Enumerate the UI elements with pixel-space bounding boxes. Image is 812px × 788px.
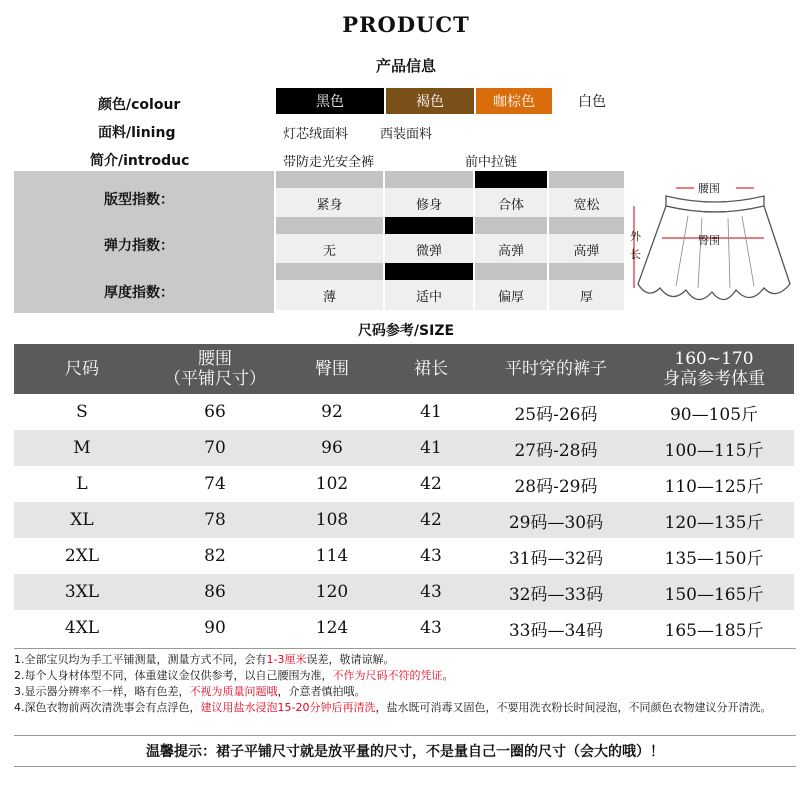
index-bar — [276, 171, 383, 188]
outer-label: 外 — [630, 230, 641, 243]
size-cell: 90 — [204, 618, 226, 638]
size-header-cell — [150, 344, 280, 394]
thickness-index-label: 厚度指数： — [104, 285, 174, 301]
index-option — [276, 171, 383, 218]
size-cell: 86 — [150, 574, 280, 610]
size-cell: 33码—34码 — [508, 620, 604, 641]
size-cell: 100—115斤 — [634, 430, 794, 466]
index-option-label: 合体 — [475, 188, 547, 218]
index-option — [385, 171, 473, 218]
size-cell: XL — [14, 502, 150, 538]
index-option-label: 修身 — [385, 188, 473, 218]
size-cell: 3XL — [14, 574, 150, 610]
size-header-cell — [634, 344, 794, 394]
index-option — [475, 171, 547, 218]
index-option-label: 高弹 — [549, 234, 624, 264]
table-row — [14, 574, 794, 610]
index-selected-bar — [475, 171, 547, 188]
index-bar — [385, 171, 473, 188]
size-cell: 43 — [384, 574, 478, 610]
size-cell: 78 — [150, 502, 280, 538]
index-bar — [475, 217, 547, 234]
index-option — [549, 171, 624, 218]
size-header-line2: 身高参考体重 — [663, 369, 765, 389]
colour-label: 颜色/colour — [98, 97, 181, 113]
index-option — [385, 217, 473, 264]
index-option-label: 微弹 — [385, 234, 473, 264]
size-cell: 29码—30码 — [478, 502, 634, 538]
index-bar — [549, 171, 624, 188]
size-cell: 135—150斤 — [664, 548, 764, 569]
size-cell: 41 — [384, 430, 478, 466]
index-row — [276, 263, 624, 310]
note-3: 3.显示器分辨率不一样，略有色差，不视为质量问题哦，介意者慎拍哦。 — [14, 685, 366, 698]
lining-label: 面料/lining — [98, 125, 176, 141]
lining-value-1: 灯芯绒面料 — [283, 127, 349, 142]
size-header-cell — [478, 344, 634, 394]
note-4: 4.深色衣物前两次清洗事会有点浮色，建议用盐水浸泡15-20分钟后再清洗，盐水既可消毒又固色，不要用洗衣粉长时间浸泡，不同颜色衣物建议分开清洗。 — [14, 701, 772, 714]
index-option-label: 宽松 — [549, 188, 624, 218]
page-title: PRODUCT — [342, 12, 470, 37]
index-option-label: 适中 — [385, 280, 473, 310]
table-row — [14, 430, 794, 466]
colour-swatch-brown: 褐色 — [386, 88, 474, 114]
note-2: 2.每个人身材体型不同，体重建议金仅供参考，以自己腰围为准，不作为尺码不符的凭证。 — [14, 669, 454, 682]
size-cell: 74 — [204, 474, 226, 494]
table-row — [14, 394, 794, 430]
index-option — [549, 217, 624, 264]
index-option — [475, 263, 547, 310]
skirt-diagram — [626, 176, 802, 314]
stretch-index-label: 弹力指数： — [104, 238, 174, 254]
size-cell: 4XL — [64, 618, 100, 638]
size-cell: L — [76, 474, 88, 494]
size-cell: 102 — [315, 474, 349, 494]
intro-value-1: 带防走光安全裤 — [283, 155, 375, 170]
notes — [14, 648, 796, 716]
size-cell: 150—165斤 — [634, 574, 794, 610]
table-row — [14, 610, 794, 646]
size-header-line1: 臀围 — [315, 359, 349, 379]
size-cell: 82 — [204, 546, 226, 566]
size-cell: 110—125斤 — [664, 476, 764, 497]
size-header-cell — [384, 344, 478, 394]
index-bar — [475, 263, 547, 280]
size-cell: 120—135斤 — [634, 502, 794, 538]
table-row — [14, 538, 794, 574]
table-row — [14, 466, 794, 502]
index-option-label: 高弹 — [475, 234, 547, 264]
hip-label: 臀围 — [698, 234, 720, 247]
size-header-line1: 裙长 — [414, 359, 448, 379]
index-option-label: 偏厚 — [475, 280, 547, 310]
warm-tip: 温馨提示：裙子平铺尺寸就是放平量的尺寸，不是量自己一圈的尺寸（会大的哦）！ — [14, 735, 796, 767]
index-option — [276, 217, 383, 264]
waist-label: 腰围 — [698, 182, 720, 195]
size-cell: 66 — [204, 402, 226, 422]
index-row — [276, 217, 624, 264]
size-header-line1: 平时穿的裤子 — [505, 359, 607, 379]
size-cell: 32码—33码 — [478, 574, 634, 610]
size-cell: 27码-28码 — [478, 430, 634, 466]
index-bar — [549, 263, 624, 280]
size-header-line1: 160~170 — [674, 349, 754, 369]
index-option — [549, 263, 624, 310]
size-cell: 108 — [280, 502, 384, 538]
size-cell: 43 — [420, 618, 442, 638]
size-header-cell — [14, 344, 150, 394]
colour-swatches — [276, 88, 630, 114]
size-cell: 114 — [315, 546, 349, 566]
index-option-label: 薄 — [276, 280, 383, 310]
index-selected-bar — [385, 217, 473, 234]
index-bar — [549, 217, 624, 234]
size-cell: 31码—32码 — [508, 548, 604, 569]
intro-value-2: 前中拉链 — [465, 155, 518, 170]
size-cell: 25码-26码 — [514, 404, 598, 425]
index-bar — [276, 217, 383, 234]
index-option-label: 厚 — [549, 280, 624, 310]
note-1: 1.全部宝贝均为手工平铺测量，测量方式不同，会有1-3厘米误差，敬请谅解。 — [14, 653, 395, 666]
size-header-cell — [280, 344, 384, 394]
size-cell: 70 — [150, 430, 280, 466]
length-label: 长 — [630, 248, 641, 261]
size-cell: 42 — [384, 502, 478, 538]
lining-value-2: 西装面料 — [380, 127, 433, 142]
size-header-line1: 尺码 — [65, 359, 99, 379]
size-header-line1: 腰围 — [198, 349, 232, 369]
colour-swatch-coffee: 咖棕色 — [476, 88, 552, 114]
size-cell: 28码-29码 — [514, 476, 598, 497]
index-option-label: 无 — [276, 234, 383, 264]
fit-index-label: 版型指数： — [104, 192, 174, 208]
size-cell: 90—105斤 — [669, 404, 759, 425]
size-cell: M — [14, 430, 150, 466]
index-selected-bar — [385, 263, 473, 280]
product-info-heading: 产品信息 — [375, 57, 436, 75]
intro-label: 简介/introduc — [90, 153, 190, 169]
size-cell: S — [76, 402, 88, 422]
index-bar — [276, 263, 383, 280]
size-cell: 96 — [280, 430, 384, 466]
colour-swatch-white: 白色 — [554, 88, 630, 114]
size-header-line2: （平铺尺寸） — [164, 369, 266, 389]
size-table-header — [14, 344, 794, 394]
index-option — [475, 217, 547, 264]
indices-label-panel — [14, 171, 274, 313]
size-cell: 42 — [420, 474, 442, 494]
size-cell: 43 — [420, 546, 442, 566]
size-cell: 2XL — [64, 546, 100, 566]
size-heading: 尺码参考/SIZE — [357, 323, 455, 339]
size-cell: 41 — [420, 402, 442, 422]
index-option — [276, 263, 383, 310]
size-table — [14, 344, 794, 646]
indices-grid — [276, 171, 624, 310]
size-cell: 92 — [321, 402, 343, 422]
colour-swatch-black: 黑色 — [276, 88, 384, 114]
size-cell: 165—185斤 — [664, 620, 764, 641]
size-cell: 120 — [280, 574, 384, 610]
table-row — [14, 502, 794, 538]
index-option-label: 紧身 — [276, 188, 383, 218]
index-row — [276, 171, 624, 218]
size-cell: 124 — [315, 618, 349, 638]
index-option — [385, 263, 473, 310]
